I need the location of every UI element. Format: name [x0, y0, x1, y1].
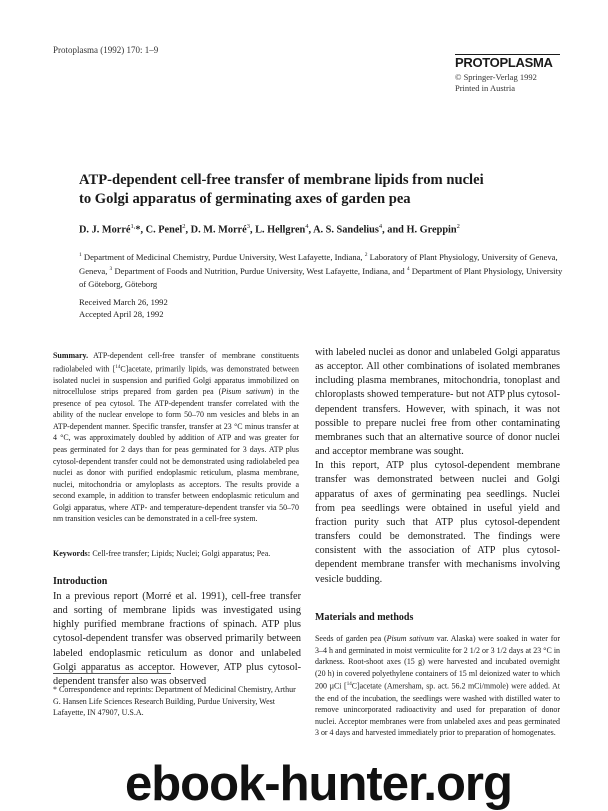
column-2-paragraph-1: with labeled nuclei as donor and unlabeled Golgi apparatus as acceptor. All other combinations of isolated membranes including plasma membranes, mitochondria, tonoplast and chloroplasts showed temperature- but not ATP plus cytosol-dependent transfers. However, with spinach, it was not possible to prepare nuclei free from other contaminating membranes such that an alternative source of donor nuclei and acceptor membrane was sought.	[315, 347, 560, 458]
printed-line: Printed in Austria	[455, 83, 515, 93]
author-1-affil: 1,	[130, 223, 136, 230]
methods-isotope: 14	[346, 682, 352, 688]
journal-name: PROTOPLASMA	[455, 55, 553, 70]
author-list	[79, 223, 569, 235]
summary-species: Pisum sativum	[221, 387, 271, 397]
summary-text-3: ) in the presence of pea cytosol. The ATP-dependent transfer correlated with the ability of the nuclear envelope to form 50–70 nm vesicles and blebs in an ATP-dependent manner. Specific transfer, transfer at 23 °C minus transfer at 4 °C, was approximately doubled by addition of ATP and was greater for peas germinated for 2 days than for peas germinated for 3 days. ATP plus cytosol-dependent transfer could not be demonstrated using radiolabeled pea nuclei as donor with purified endoplasmic reticulum, plasma membrane, nuclei, mitochondria or amyloplasts as acceptors. The results provide a second example, in addition to transfer between endoplasmic reticulum and Golgi apparatus, where ATP- and temperature-dependent transfer via 50–70 nm transition vesicles can be demonstrated in a cell-free system.	[53, 387, 299, 524]
copyright-block	[455, 72, 537, 94]
footnote-rule	[53, 673, 171, 674]
keywords	[53, 549, 299, 558]
watermark-dot: .	[423, 757, 436, 811]
title-line-2: to Golgi apparatus of germinating axes of garden pea	[79, 191, 411, 207]
introduction-heading: Introduction	[53, 576, 108, 587]
keywords-text: Cell-free transfer; Lipids; Nuclei; Golgi apparatus; Pea.	[90, 549, 271, 558]
watermark	[125, 758, 512, 810]
affil-sup-1: 1	[79, 252, 82, 258]
received-date: Received March 26, 1992	[79, 297, 168, 307]
copyright-line: © Springer-Verlag 1992	[455, 72, 537, 82]
methods-heading: Materials and methods	[315, 612, 414, 623]
author-4: , L. Hellgren	[249, 224, 306, 236]
article-title	[79, 171, 549, 209]
affil-4: Department of Plant Physiology, University of Göteborg, Göteborg	[79, 266, 563, 289]
methods-body	[315, 633, 560, 739]
title-line-1: ATP-dependent cell-free transfer of membrane lipids from nuclei	[79, 172, 484, 188]
affil-sup-3: 3	[109, 266, 113, 273]
author-1: D. J. Morré	[79, 224, 131, 236]
watermark-part-1: ebook	[125, 757, 265, 811]
summary-isotope: 14	[115, 364, 121, 370]
affil-sup-2: 2	[364, 252, 368, 258]
author-2: , C. Penel	[140, 224, 183, 236]
methods-text-3: C]acetate (Amersham, sp. act. 56.2 mCi/mmole) were added. At the end of the incubation, the seedlings were washed with distilled water to remove unincorporated radioactivity and used for preparation of donor nuclei. Acceptor membranes were from unlabeled axes and peas germinated 3 or 4 days and harvested immediately prior to preparation of homogenates.	[315, 682, 561, 738]
author-4-affil: 4	[305, 223, 309, 230]
accepted-date: Accepted April 28, 1992	[79, 309, 164, 319]
column-2-paragraph-2: In this report, ATP plus cytosol-dependent membrane transfer was demonstrated between nuclei and Golgi apparatus of axes of germinating pea seedlings. Nuclei from pea seedlings were obtained in useful yield and fraction purity such that ATP plus cytosol-dependent transfers could be demonstrated. The findings were consistent with the association of ATP plus cytosol-dependent membrane transfer with mechanisms involving vesicle budding.	[315, 460, 560, 585]
methods-species: Pisum sativum	[386, 634, 434, 643]
introduction-body: In a previous report (Morré et al. 1991), cell-free transfer and sorting of membrane lipids was investigated using highly purified membrane fractions of spinach. ATP plus cytosol-dependent transfer was observed primarily between labeled endoplasmic reticulum as donor and unlabeled Golgi apparatus as acceptor. However, ATP plus cytosol-dependent transfer also was observed	[53, 591, 301, 687]
column-2-text	[315, 346, 560, 587]
affil-2: Laboratory of Plant Physiology, University of Geneva, Geneva,	[79, 251, 558, 277]
author-6-affil: 2	[456, 223, 460, 230]
affil-3: Department of Foods and Nutrition, Purdue University, West Lafayette, Indiana, and	[112, 266, 407, 277]
author-5-affil: 4	[378, 223, 383, 230]
affil-1: Department of Medicinal Chemistry, Purdue University, West Lafayette, Indiana,	[81, 251, 365, 262]
summary-text-2: C]acetate, primarily lipids, was demonstrated between isolated nuclei in suspension and purified Golgi apparatus immobilized on nitrocellulose strips prepared from garden pea (	[53, 364, 299, 397]
article-dates	[79, 296, 168, 320]
author-1-corresponding-mark: *	[135, 224, 141, 236]
author-6: , and H. Greppin	[382, 224, 457, 236]
journal-reference: Protoplasma (1992) 170: 1–9	[53, 45, 159, 55]
author-2-affil: 2	[182, 223, 186, 230]
watermark-part-2: hunter	[279, 757, 424, 811]
summary-abstract	[53, 350, 299, 525]
author-5: , A. S. Sandelius	[308, 224, 379, 236]
affiliations	[79, 249, 567, 291]
keywords-label: Keywords:	[53, 549, 91, 558]
watermark-part-3: org	[435, 757, 512, 811]
summary-text-1: ATP-dependent cell-free transfer of membrane constituents radiolabeled with [	[53, 351, 299, 374]
watermark-dash: -	[264, 757, 280, 811]
methods-text-1: Seeds of garden pea (	[315, 634, 387, 643]
summary-label: Summary.	[53, 351, 89, 360]
author-3: , D. M. Morré	[185, 224, 247, 236]
correspondence-footnote: * Correspondence and reprints: Department of Medicinal Chemistry, Arthur G. Hansen Life Sciences Research Building, Purdue University, West Lafayette, IN 47907, U.S.A.	[53, 685, 296, 717]
author-3-affil: 3	[246, 223, 250, 230]
affil-sup-4: 4	[406, 266, 410, 273]
methods-text-2: var. Alaska) were soaked in water for 3–4 h and germinated in moist vermiculite for 2 1/2 or 3 1/2 days at 23 °C in darkness. Root-shoot axes (15 g) were harvested and incubated overnight (20 h) in covered polyethylene containers of 15 ml deionized water to which 200 µCi [	[315, 634, 560, 692]
